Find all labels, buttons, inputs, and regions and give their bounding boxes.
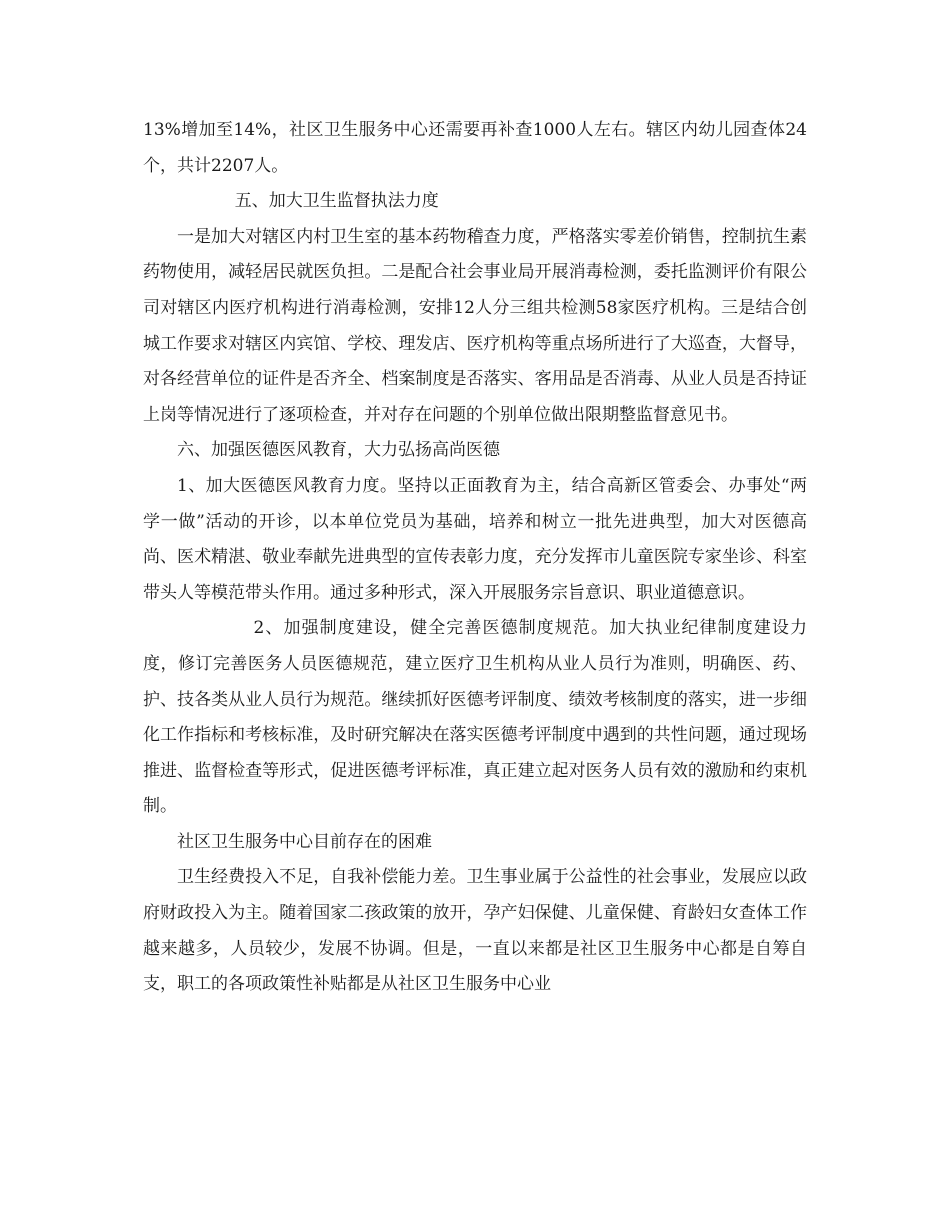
- paragraph-ethics-education: 1、加大医德医风教育力度。坚持以正面教育为主，结合高新区管委会、办事处“两学一做”活动的开诊，以本单位党员为基础，培养和树立一批先进典型，加大对医德高尚、医术精湛、敬业奉献先进典型的宣传表彰力度，充分发挥市儿童医院专家坐诊、科室带头人等模范带头作用。通过多种形式，深入开展服务宗旨意识、职业道德意识。: [143, 475, 807, 603]
- paragraph-funding: 卫生经费投入不足，自我补偿能力差。卫生事业属于公益性的社会事业，发展应以政府财政投入为主。随着国家二孩政策的放开，孕产妇保健、儿童保健、育龄妇女查体工作越来越多，人员较少，发展不协调。但是，一直以来都是社区卫生服务中心都是自筹自支，职工的各项政策性补贴都是从社区卫生服务中心业: [143, 867, 807, 995]
- paragraph-supervision: 一是加大对辖区内村卫生室的基本药物稽查力度，严格落实零差价销售，控制抗生素药物使用，减轻居民就医负担。二是配合社会事业局开展消毒检测，委托监测评价有限公司对辖区内医疗机构进行消毒检测，安排12人分三组共检测58家医疗机构。三是结合创城工作要求对辖区内宾馆、学校、理发店、医疗机构等重点场所进行了大巡查，大督导，对各经营单位的证件是否齐全、档案制度是否落实、客用品是否消毒、从业人员是否持证上岗等情况进行了逐项检查，并对存在问题的个别单位做出限期整监督意见书。: [143, 226, 807, 425]
- section-heading-5: 五、加大卫生监督执法力度: [234, 191, 439, 212]
- paragraph-continuation: 13%增加至14%，社区卫生服务中心还需要再补查1000人左右。辖区内幼儿园查体24个，共计2207人。: [143, 120, 807, 176]
- document-page: [143, 113, 807, 1003]
- section-heading-6: 六、加强医德医风教育，大力弘扬高尚医德: [177, 440, 500, 461]
- paragraph-system-building: 2、加强制度建设，健全完善医德制度规范。加大执业纪律制度建设力度，修订完善医务人员医德规范，建立医疗卫生机构从业人员行为准则，明确医、药、护、技各类从业人员行为规范。继续抓好医德考评制度、绩效考核制度的落实，进一步细化工作指标和考核标准，及时研究解决在落实医德考评制度中遇到的共性问题，通过现场推进、监督检查等形式，促进医德考评标准，真正建立起对医务人员有效的激励和约束机制。: [143, 618, 807, 817]
- section-heading-difficulties: 社区卫生服务中心目前存在的困难: [177, 831, 432, 852]
